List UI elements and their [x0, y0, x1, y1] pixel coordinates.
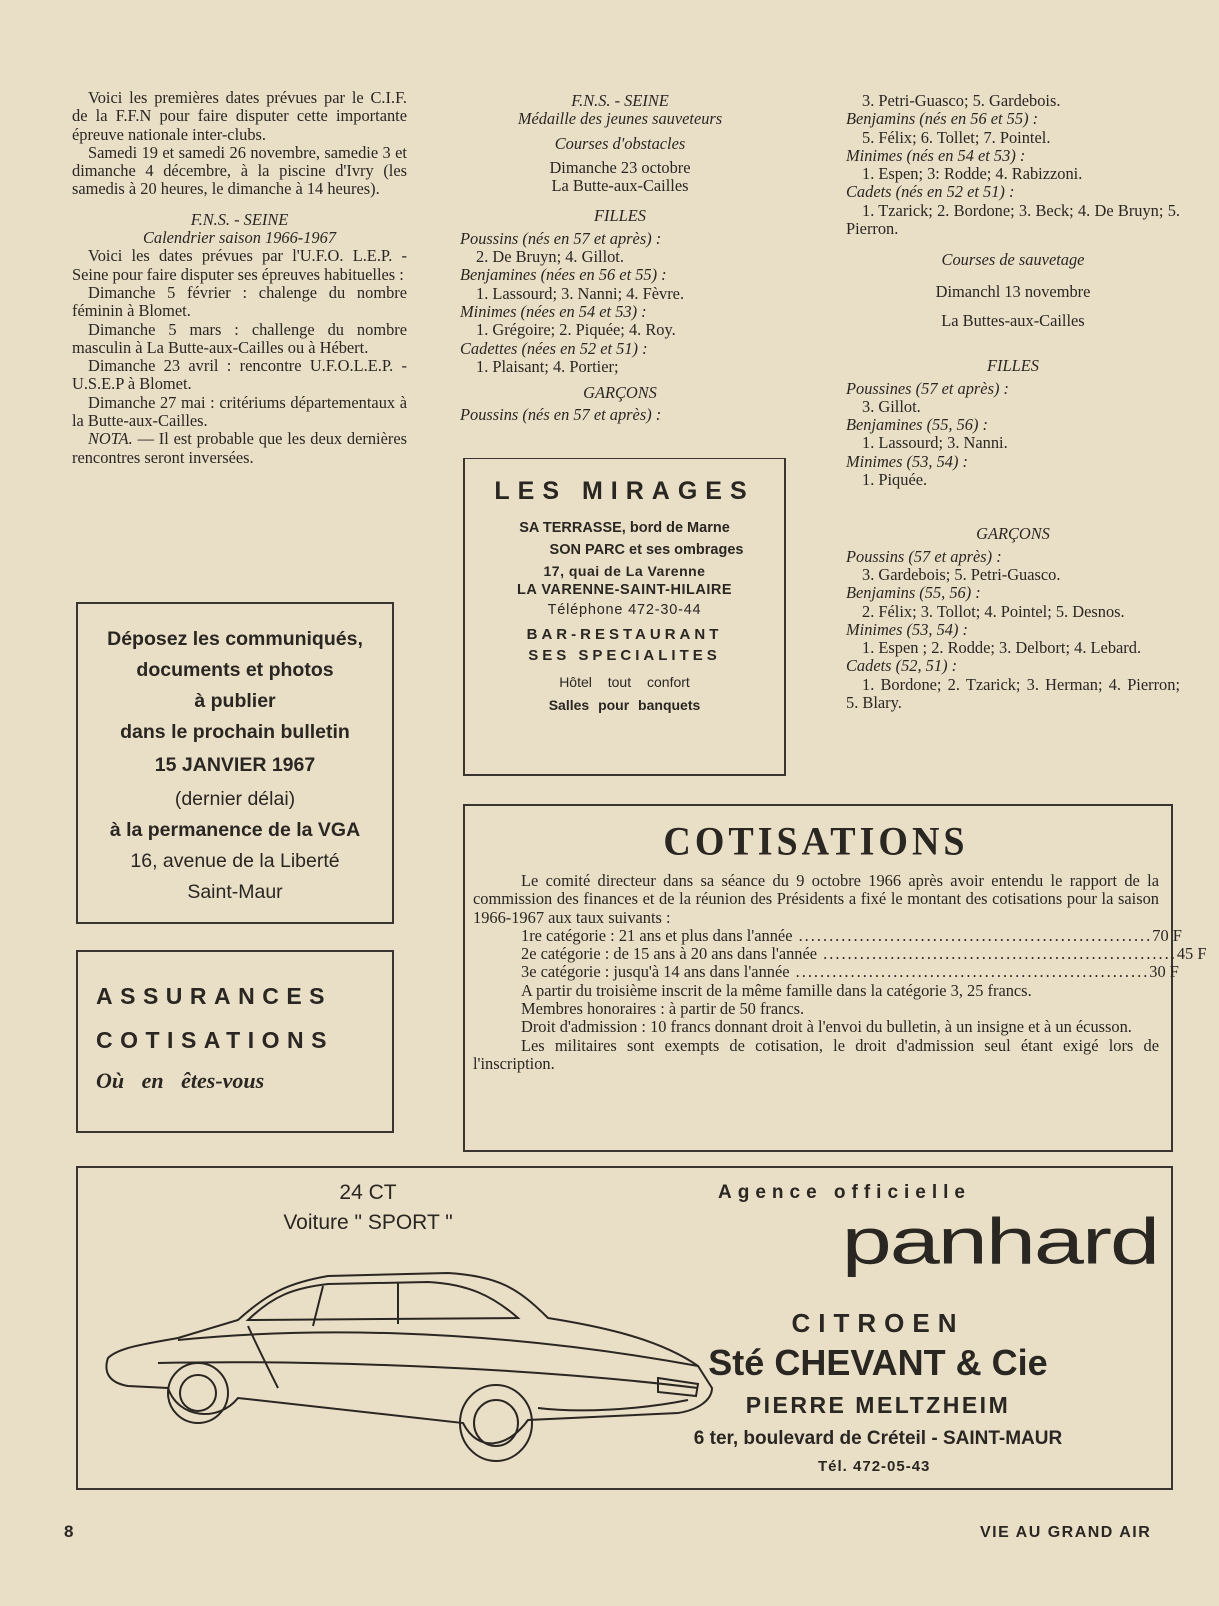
category-label: Minimes (53, 54) :: [846, 619, 968, 639]
car-model: 24 CT: [339, 1181, 397, 1204]
insurance-question: Où en êtes-vous: [96, 1068, 265, 1093]
citroen-label: CITROEN: [791, 1308, 965, 1338]
nota-paragraph: [72, 430, 407, 467]
dues-amount: 30 F: [1149, 962, 1179, 982]
category-label: Minimes (nés en 54 et 53) :: [846, 145, 1026, 165]
results: 2. De Bruyn; 4. Gillot.: [476, 247, 624, 267]
ad-line: Salles pour banquets: [548, 697, 701, 713]
dues-paragraph: Les militaires sont exempts de cotisation, le droit d'admission seul étant exigé lors de l'inscription.: [473, 1035, 1159, 1073]
car-type: Voiture " SPORT ": [283, 1211, 453, 1234]
deposit-address: 16, avenue de la Liberté: [130, 850, 340, 872]
agency-label: Agence officielle: [718, 1182, 971, 1203]
ad-phone: Téléphone 472-30-44: [547, 602, 702, 618]
dues-paragraph: Membres honoraires : à partir de 50 francs.: [521, 999, 805, 1019]
deposit-line: dans le prochain bulletin: [120, 721, 350, 743]
dues-paragraph: A partir du troisième inscrit de la même famille dans la catégorie 3, 25 francs.: [521, 980, 1032, 1000]
results: 1. Lassourd; 3. Nanni.: [862, 433, 1008, 453]
agency-phone: Tél. 472-05-43: [818, 1458, 931, 1475]
insurance-box: [76, 950, 394, 1133]
dues-rate-row: 1re catégorie : 21 ans et plus dans l'année .......................................................... 70 F: [521, 925, 1182, 945]
dues-title: COTISATIONS: [663, 819, 969, 865]
category-label: Benjamines (55, 56) :: [846, 415, 989, 435]
magazine-title: VIE AU GRAND AIR: [980, 1524, 1152, 1541]
dues-category: 3e catégorie : jusqu'à 14 ans dans l'année: [521, 962, 790, 982]
group-heading: FILLES: [594, 206, 646, 226]
calendar-item: Dimanche 23 avril : rencontre U.F.O.L.E.P. - U.S.E.P à Blomet.: [72, 356, 407, 394]
deadline-date: 15 JANVIER 1967: [154, 754, 316, 776]
results: 1. Grégoire; 2. Piquée; 4. Roy.: [476, 320, 676, 340]
calendar-item: Dimanche 5 février : chalenge du nombre féminin à Blomet.: [72, 282, 407, 321]
results: 1. Plaisant; 4. Portier;: [476, 356, 619, 376]
results: 3. Petri-Guasco; 5. Gardebois.: [862, 91, 1061, 110]
right-column: [846, 92, 1180, 712]
dues-rate-row: 3e catégorie : jusqu'à 14 ans dans l'année .......................................................... 30 F: [521, 962, 1179, 982]
results: 2. Félix; 3. Tollot; 4. Pointel; 5. Desnos.: [862, 601, 1125, 621]
deposit-line: à publier: [194, 690, 276, 712]
insurance-title: ASSURANCES: [96, 983, 333, 1009]
section-heading: F.N.S. - SEINE: [571, 91, 669, 110]
category-label: Cadets (52, 51) :: [846, 656, 958, 676]
deposit-line: documents et photos: [136, 659, 334, 681]
dues-title: COTISATIONS: [96, 1027, 334, 1053]
restaurant-name: LES MIRAGES: [494, 477, 755, 505]
dates-paragraph: Samedi 19 et samedi 26 novembre, samedie 3 et dimanche 4 décembre, à la piscine d'Ivry (les samedis à 20 heures, le dimanche à 14 heures).: [72, 142, 407, 199]
les-mirages-ad: [463, 458, 786, 776]
category-label: Cadettes (nées en 52 et 51) :: [460, 338, 648, 358]
dues-text: [473, 871, 1207, 1073]
category-label: Minimes (nées en 54 et 53) :: [460, 301, 647, 321]
deposit-line: à la permanence de la VGA: [109, 819, 361, 841]
deposit-city: Saint-Maur: [187, 881, 283, 903]
results: 1. Bordone; 2. Tzarick; 3. Herman; 4. Pierron; 5. Blary.: [846, 674, 1180, 713]
event-title: Courses d'obstacles: [554, 133, 686, 153]
section-subheading: Médaille des jeunes sauveteurs: [517, 109, 723, 129]
category-label: Poussins (57 et après) :: [846, 546, 1002, 566]
calendar-item: Dimanche 27 mai : critériums départementaux à la Butte-aux-Cailles.: [72, 392, 407, 431]
ad-address: 17, quai de La Varenne: [543, 563, 706, 579]
event-place: La Butte-aux-Cailles: [551, 176, 689, 196]
dues-category: 2e catégorie : de 15 ans à 20 ans dans l'année: [521, 944, 818, 964]
dues-category: 1re catégorie : 21 ans et plus dans l'année: [521, 925, 793, 945]
section-subheading: Calendrier saison 1966-1967: [142, 228, 337, 248]
category-label: Poussines (57 et après) :: [846, 378, 1009, 398]
deposit-notice-box: [76, 602, 394, 924]
results: 1. Espen ; 2. Rodde; 3. Delbort; 4. Lebard.: [862, 638, 1142, 658]
dues-box: [463, 804, 1207, 1152]
ad-line: Hôtel tout confort: [559, 674, 690, 690]
event-place: La Buttes-aux-Cailles: [941, 310, 1085, 330]
group-heading: GARÇONS: [976, 524, 1050, 544]
group-heading: GARÇONS: [583, 383, 657, 403]
calendar-paragraph: Voici les dates prévues par l'U.F.O. L.E.P. - Seine pour faire disputer ses épreuves habituelles :: [72, 246, 407, 284]
dues-rate-row: 2e catégorie : de 15 ans à 20 ans dans l'année .......................................................... 45 F: [521, 944, 1207, 964]
dues-paragraph: Droit d'admission : 10 francs donnant droit à l'envoi du bulletin, à un insigne et à un écusson.: [521, 1017, 1132, 1037]
agency-address: 6 ter, boulevard de Créteil - SAINT-MAUR: [693, 1428, 1063, 1449]
middle-column: [460, 92, 780, 425]
category-label: Minimes (53, 54) :: [846, 451, 968, 471]
category-label: Benjamins (nés en 56 et 55) :: [846, 109, 1039, 129]
nota-text: — Il est probable que les deux dernières rencontres seront inversées.: [72, 429, 407, 467]
intro-paragraph: Voici les premières dates prévues par le C.I.F. de la F.F.N pour faire disputer cette importante épreuve nationale inter-clubs.: [72, 88, 407, 144]
proprietor-name: PIERRE MELTZHEIM: [745, 1392, 1011, 1418]
ad-line: SA TERRASSE, bord de Marne: [519, 520, 730, 536]
event-title: Courses de sauvetage: [941, 250, 1085, 270]
group-heading: FILLES: [987, 356, 1039, 376]
ad-line: BAR-RESTAURANT: [526, 626, 723, 643]
results: 3. Gardebois; 5. Petri-Guasco.: [862, 564, 1061, 584]
company-name: Sté CHEVANT & Cie: [708, 1342, 1048, 1383]
category-label: Benjamins (55, 56) :: [846, 583, 981, 603]
panhard-logo: panhard: [841, 1206, 1158, 1278]
results: 1. Piquée.: [862, 470, 928, 490]
deposit-line: Déposez les communiqués,: [107, 628, 363, 650]
dues-paragraph: Le comité directeur dans sa séance du 9 octobre 1966 après avoir entendu le rapport de la commission des finances et de la réunion des Présidents a fixé le montant des cotisations pour la saison 1966-1967 aux taux suivants :: [473, 871, 1159, 927]
section-heading: F.N.S. - SEINE: [190, 209, 289, 229]
dues-amount: 70 F: [1152, 925, 1182, 945]
ad-city: LA VARENNE-SAINT-HILAIRE: [517, 582, 732, 598]
results: 3. Gillot.: [862, 396, 921, 416]
ad-line: SES SPECIALITES: [528, 647, 721, 664]
left-column: [72, 89, 407, 467]
category-label: Poussins (nés en 57 et après) :: [460, 405, 662, 425]
category-label: Cadets (nés en 52 et 51) :: [846, 182, 1015, 202]
results: 1. Lassourd; 3. Nanni; 4. Fèvre.: [476, 283, 685, 303]
results: 1. Espen; 3: Rodde; 4. Rabizzoni.: [862, 164, 1083, 184]
results: 5. Félix; 6. Tollet; 7. Pointel.: [862, 127, 1051, 147]
panhard-ad: [76, 1166, 1173, 1490]
page-number: 8: [64, 1522, 74, 1541]
dues-amount: 45 F: [1176, 944, 1207, 964]
event-date: Dimanche 23 octobre: [549, 157, 691, 177]
calendar-item: Dimanche 5 mars : challenge du nombre masculin à La Butte-aux-Cailles ou à Hébert.: [72, 319, 407, 357]
category-label: Benjamines (nées en 56 et 55) :: [460, 265, 667, 285]
nota-label: NOTA.: [88, 429, 133, 449]
results: 1. Tzarick; 2. Bordone; 3. Beck; 4. De Bruyn; 5. Pierron.: [846, 200, 1180, 239]
event-date: Dimanchl 13 novembre: [935, 281, 1091, 301]
category-label: Poussins (nés en 57 et après) :: [460, 228, 662, 248]
ad-line: SON PARC et ses ombrages: [549, 542, 744, 558]
deposit-line: (dernier délai): [174, 788, 296, 810]
